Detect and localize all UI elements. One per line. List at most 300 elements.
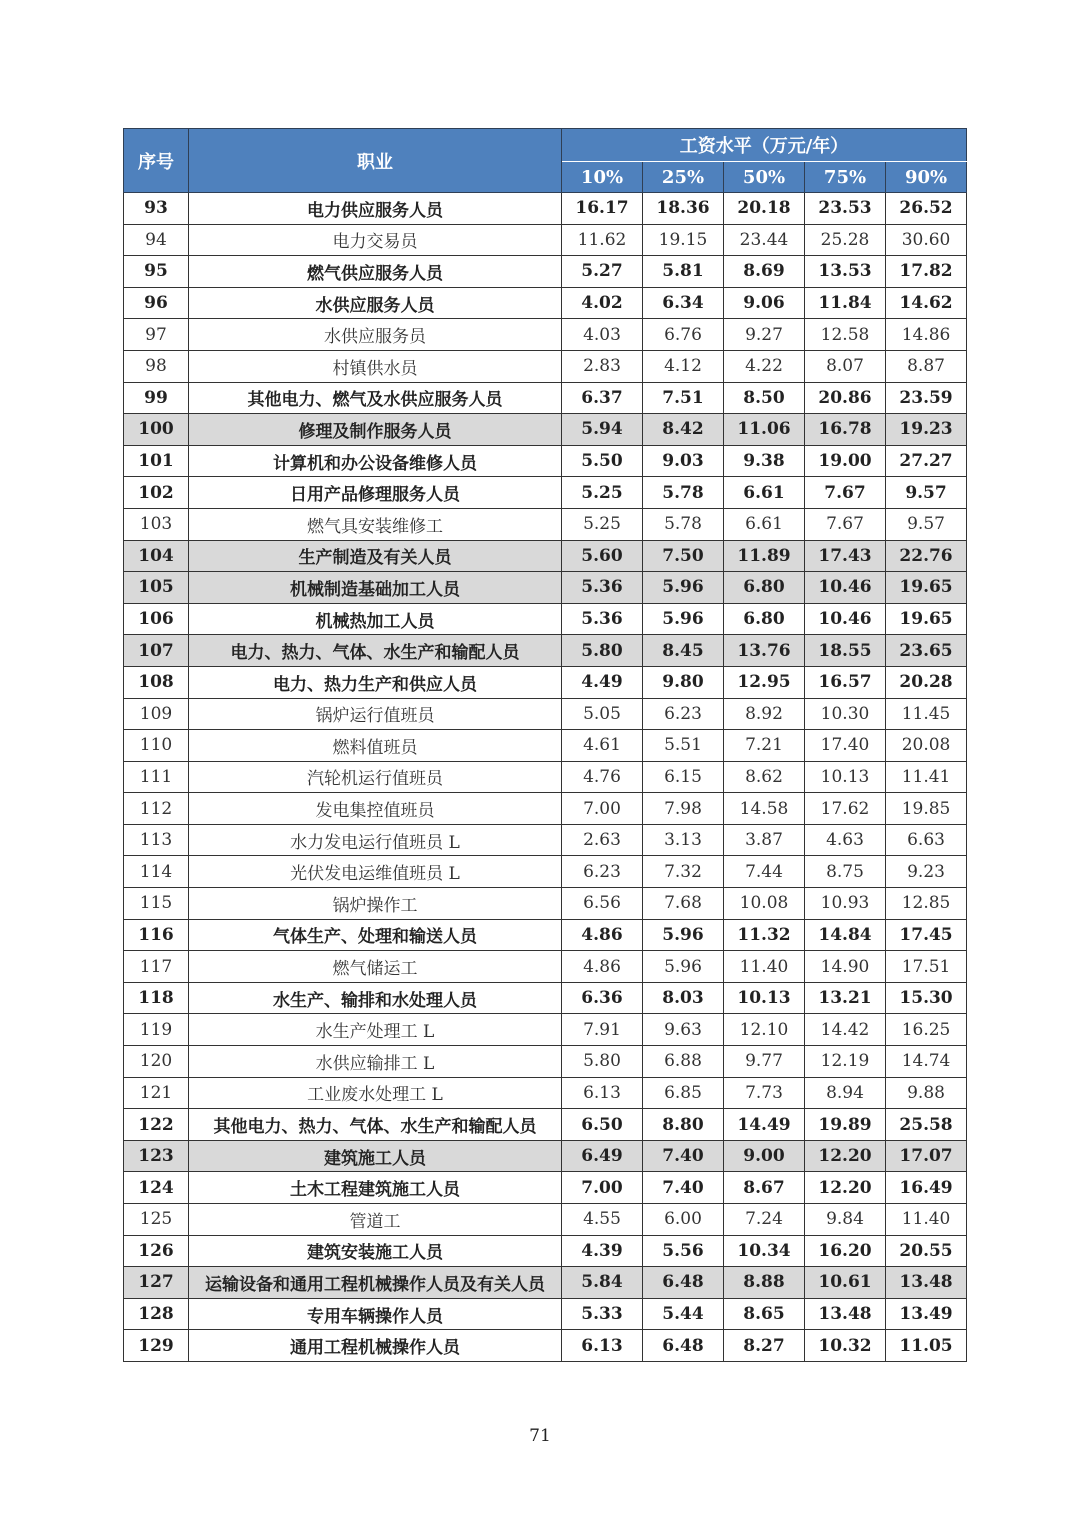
row-p50: 10.34: [724, 1235, 805, 1267]
row-p75: 25.28: [805, 224, 886, 256]
row-p25: 9.03: [643, 445, 724, 477]
row-number: 94: [124, 224, 189, 256]
table-row: [124, 635, 967, 667]
row-p90: 11.40: [886, 1204, 967, 1236]
row-p75: 10.30: [805, 698, 886, 730]
row-p10: 4.86: [562, 951, 643, 983]
row-p25: 7.50: [643, 540, 724, 572]
row-p75: 10.46: [805, 603, 886, 635]
row-p50: 10.13: [724, 982, 805, 1014]
row-occupation: 光伏发电运维值班员 L: [189, 856, 562, 888]
table-row: [124, 1235, 967, 1267]
row-p75: 14.42: [805, 1014, 886, 1046]
row-p25: 6.88: [643, 1046, 724, 1078]
row-p50: 10.08: [724, 888, 805, 920]
row-p50: 9.06: [724, 287, 805, 319]
row-occupation: 其他电力、燃气及水供应服务人员: [189, 382, 562, 414]
row-p90: 26.52: [886, 193, 967, 225]
table-row: [124, 603, 967, 635]
row-occupation: 其他电力、热力、气体、水生产和输配人员: [189, 1109, 562, 1141]
row-p50: 7.21: [724, 730, 805, 762]
row-number: 96: [124, 287, 189, 319]
table-row: [124, 1046, 967, 1078]
table-row: [124, 193, 967, 225]
row-number: 121: [124, 1077, 189, 1109]
table-row: [124, 761, 967, 793]
row-number: 97: [124, 319, 189, 351]
row-p50: 7.73: [724, 1077, 805, 1109]
row-occupation: 水生产、输排和水处理人员: [189, 982, 562, 1014]
row-number: 104: [124, 540, 189, 572]
row-p25: 7.32: [643, 856, 724, 888]
row-p75: 14.84: [805, 919, 886, 951]
row-occupation: 水供应服务人员: [189, 287, 562, 319]
table-row: [124, 1267, 967, 1299]
row-occupation: 水供应服务员: [189, 319, 562, 351]
table-row: [124, 1140, 967, 1172]
row-p10: 5.05: [562, 698, 643, 730]
row-occupation: 水供应输排工 L: [189, 1046, 562, 1078]
row-p90: 9.23: [886, 856, 967, 888]
row-p50: 12.95: [724, 666, 805, 698]
row-p25: 6.34: [643, 287, 724, 319]
row-p75: 17.62: [805, 793, 886, 825]
row-number: 112: [124, 793, 189, 825]
row-number: 118: [124, 982, 189, 1014]
row-occupation: 建筑施工人员: [189, 1140, 562, 1172]
table-row: [124, 1330, 967, 1362]
table-row: [124, 350, 967, 382]
row-occupation: 日用产品修理服务人员: [189, 477, 562, 509]
row-p75: 16.20: [805, 1235, 886, 1267]
row-p50: 8.88: [724, 1267, 805, 1299]
row-p10: 6.49: [562, 1140, 643, 1172]
row-occupation: 机械制造基础加工人员: [189, 572, 562, 604]
row-p50: 8.65: [724, 1298, 805, 1330]
row-p50: 6.80: [724, 603, 805, 635]
row-number: 122: [124, 1109, 189, 1141]
row-number: 107: [124, 635, 189, 667]
row-number: 113: [124, 824, 189, 856]
row-number: 117: [124, 951, 189, 983]
row-p10: 2.63: [562, 824, 643, 856]
row-p50: 6.80: [724, 572, 805, 604]
row-p10: 5.60: [562, 540, 643, 572]
row-p10: 5.27: [562, 256, 643, 288]
row-p25: 8.45: [643, 635, 724, 667]
header-wage: 工资水平（万元/年）: [562, 129, 967, 162]
row-p50: 11.32: [724, 919, 805, 951]
row-p10: 5.36: [562, 603, 643, 635]
row-p90: 25.58: [886, 1109, 967, 1141]
row-number: 120: [124, 1046, 189, 1078]
row-p90: 19.85: [886, 793, 967, 825]
row-occupation: 气体生产、处理和输送人员: [189, 919, 562, 951]
row-occupation: 电力供应服务人员: [189, 193, 562, 225]
table-row: [124, 572, 967, 604]
row-p10: 4.49: [562, 666, 643, 698]
table-row: [124, 666, 967, 698]
row-p90: 13.49: [886, 1298, 967, 1330]
row-number: 103: [124, 508, 189, 540]
table-row: [124, 540, 967, 572]
row-p75: 7.67: [805, 508, 886, 540]
row-p75: 19.89: [805, 1109, 886, 1141]
row-p50: 3.87: [724, 824, 805, 856]
row-occupation: 通用工程机械操作人员: [189, 1330, 562, 1362]
row-p90: 15.30: [886, 982, 967, 1014]
row-occupation: 电力交易员: [189, 224, 562, 256]
row-occupation: 机械热加工人员: [189, 603, 562, 635]
row-p90: 19.65: [886, 603, 967, 635]
row-p10: 6.50: [562, 1109, 643, 1141]
table-body: [124, 193, 967, 1362]
header-p75: 75%: [805, 162, 886, 193]
row-occupation: 土木工程建筑施工人员: [189, 1172, 562, 1204]
table-row: [124, 382, 967, 414]
row-occupation: 生产制造及有关人员: [189, 540, 562, 572]
row-number: 95: [124, 256, 189, 288]
row-p25: 9.80: [643, 666, 724, 698]
row-p75: 10.46: [805, 572, 886, 604]
table-row: [124, 1109, 967, 1141]
row-p90: 17.45: [886, 919, 967, 951]
row-occupation: 锅炉运行值班员: [189, 698, 562, 730]
table-row: [124, 919, 967, 951]
table-row: [124, 982, 967, 1014]
row-p10: 16.17: [562, 193, 643, 225]
row-p75: 14.90: [805, 951, 886, 983]
row-p90: 16.25: [886, 1014, 967, 1046]
row-p75: 9.84: [805, 1204, 886, 1236]
table-row: [124, 445, 967, 477]
row-p90: 23.59: [886, 382, 967, 414]
table-row: [124, 287, 967, 319]
row-number: 105: [124, 572, 189, 604]
row-p10: 2.83: [562, 350, 643, 382]
row-p50: 14.58: [724, 793, 805, 825]
row-p75: 17.40: [805, 730, 886, 762]
row-number: 119: [124, 1014, 189, 1046]
row-p10: 5.84: [562, 1267, 643, 1299]
row-p90: 17.07: [886, 1140, 967, 1172]
row-p50: 9.38: [724, 445, 805, 477]
row-p50: 9.27: [724, 319, 805, 351]
row-p10: 6.13: [562, 1077, 643, 1109]
header-p50: 50%: [724, 162, 805, 193]
row-p10: 7.00: [562, 1172, 643, 1204]
table-row: [124, 508, 967, 540]
row-p75: 13.53: [805, 256, 886, 288]
wage-table: [123, 128, 967, 1362]
row-p10: 4.03: [562, 319, 643, 351]
row-p75: 12.19: [805, 1046, 886, 1078]
header-p25: 25%: [643, 162, 724, 193]
table-header: [124, 129, 967, 193]
table-row: [124, 1077, 967, 1109]
row-p90: 20.28: [886, 666, 967, 698]
row-p25: 8.42: [643, 414, 724, 446]
row-p75: 10.13: [805, 761, 886, 793]
row-occupation: 燃气储运工: [189, 951, 562, 983]
row-p90: 9.57: [886, 508, 967, 540]
table-row: [124, 1014, 967, 1046]
row-occupation: 运输设备和通用工程机械操作人员及有关人员: [189, 1267, 562, 1299]
row-occupation: 燃料值班员: [189, 730, 562, 762]
row-p75: 8.94: [805, 1077, 886, 1109]
table-row: [124, 256, 967, 288]
table-row: [124, 730, 967, 762]
row-p75: 12.20: [805, 1172, 886, 1204]
row-p75: 10.32: [805, 1330, 886, 1362]
row-p10: 4.86: [562, 919, 643, 951]
row-p25: 6.23: [643, 698, 724, 730]
row-p90: 14.74: [886, 1046, 967, 1078]
row-p75: 17.43: [805, 540, 886, 572]
row-p25: 7.40: [643, 1140, 724, 1172]
row-p75: 18.55: [805, 635, 886, 667]
row-p25: 6.00: [643, 1204, 724, 1236]
row-number: 101: [124, 445, 189, 477]
row-p10: 5.36: [562, 572, 643, 604]
row-p90: 9.88: [886, 1077, 967, 1109]
row-p25: 7.51: [643, 382, 724, 414]
row-p75: 13.21: [805, 982, 886, 1014]
row-number: 114: [124, 856, 189, 888]
row-p50: 11.89: [724, 540, 805, 572]
row-p90: 14.62: [886, 287, 967, 319]
row-occupation: 汽轮机运行值班员: [189, 761, 562, 793]
row-p25: 18.36: [643, 193, 724, 225]
row-p25: 5.78: [643, 508, 724, 540]
row-p10: 7.91: [562, 1014, 643, 1046]
row-p10: 5.80: [562, 635, 643, 667]
row-p25: 8.80: [643, 1109, 724, 1141]
row-p10: 6.37: [562, 382, 643, 414]
row-p25: 5.96: [643, 951, 724, 983]
row-p50: 20.18: [724, 193, 805, 225]
row-p25: 3.13: [643, 824, 724, 856]
table-row: [124, 888, 967, 920]
row-p50: 13.76: [724, 635, 805, 667]
row-p10: 5.25: [562, 477, 643, 509]
row-p50: 11.40: [724, 951, 805, 983]
row-number: 129: [124, 1330, 189, 1362]
row-number: 108: [124, 666, 189, 698]
row-p50: 9.77: [724, 1046, 805, 1078]
row-p25: 5.96: [643, 603, 724, 635]
row-occupation: 建筑安装施工人员: [189, 1235, 562, 1267]
header-p10: 10%: [562, 162, 643, 193]
row-p75: 10.61: [805, 1267, 886, 1299]
header-p90: 90%: [886, 162, 967, 193]
table-row: [124, 414, 967, 446]
row-p90: 30.60: [886, 224, 967, 256]
row-p90: 22.76: [886, 540, 967, 572]
row-number: 100: [124, 414, 189, 446]
row-p90: 11.05: [886, 1330, 967, 1362]
row-p75: 23.53: [805, 193, 886, 225]
row-p75: 12.58: [805, 319, 886, 351]
row-p50: 14.49: [724, 1109, 805, 1141]
row-p90: 9.57: [886, 477, 967, 509]
row-p90: 27.27: [886, 445, 967, 477]
row-p90: 20.08: [886, 730, 967, 762]
table-row: [124, 856, 967, 888]
row-p10: 5.25: [562, 508, 643, 540]
header-no: 序号: [124, 129, 189, 193]
row-p90: 17.82: [886, 256, 967, 288]
row-number: 128: [124, 1298, 189, 1330]
row-p75: 4.63: [805, 824, 886, 856]
row-p25: 5.96: [643, 919, 724, 951]
row-number: 106: [124, 603, 189, 635]
row-p10: 4.55: [562, 1204, 643, 1236]
table-row: [124, 319, 967, 351]
row-p90: 6.63: [886, 824, 967, 856]
row-p75: 8.07: [805, 350, 886, 382]
row-p50: 6.61: [724, 477, 805, 509]
row-p50: 8.67: [724, 1172, 805, 1204]
row-occupation: 发电集控值班员: [189, 793, 562, 825]
row-p50: 7.44: [724, 856, 805, 888]
row-p75: 7.67: [805, 477, 886, 509]
row-occupation: 锅炉操作工: [189, 888, 562, 920]
row-p75: 13.48: [805, 1298, 886, 1330]
row-p10: 7.00: [562, 793, 643, 825]
row-p25: 6.15: [643, 761, 724, 793]
row-p10: 6.56: [562, 888, 643, 920]
row-p50: 7.24: [724, 1204, 805, 1236]
row-p90: 14.86: [886, 319, 967, 351]
row-p75: 10.93: [805, 888, 886, 920]
row-p25: 4.12: [643, 350, 724, 382]
row-p25: 6.48: [643, 1267, 724, 1299]
row-number: 98: [124, 350, 189, 382]
table-row: [124, 477, 967, 509]
row-occupation: 村镇供水员: [189, 350, 562, 382]
row-p90: 19.65: [886, 572, 967, 604]
row-p50: 8.92: [724, 698, 805, 730]
row-number: 126: [124, 1235, 189, 1267]
row-p90: 23.65: [886, 635, 967, 667]
header-job: 职业: [189, 129, 562, 193]
row-p25: 5.51: [643, 730, 724, 762]
table-row: [124, 1204, 967, 1236]
row-p90: 13.48: [886, 1267, 967, 1299]
row-p10: 4.02: [562, 287, 643, 319]
row-number: 124: [124, 1172, 189, 1204]
row-p10: 6.36: [562, 982, 643, 1014]
row-p25: 5.96: [643, 572, 724, 604]
row-p25: 6.76: [643, 319, 724, 351]
row-p25: 5.44: [643, 1298, 724, 1330]
row-p90: 16.49: [886, 1172, 967, 1204]
row-number: 111: [124, 761, 189, 793]
row-p75: 16.57: [805, 666, 886, 698]
row-number: 93: [124, 193, 189, 225]
table-row: [124, 698, 967, 730]
row-p90: 11.45: [886, 698, 967, 730]
row-number: 99: [124, 382, 189, 414]
row-p10: 5.94: [562, 414, 643, 446]
row-occupation: 修理及制作服务人员: [189, 414, 562, 446]
row-occupation: 计算机和办公设备维修人员: [189, 445, 562, 477]
row-p25: 7.40: [643, 1172, 724, 1204]
row-p50: 8.50: [724, 382, 805, 414]
row-p90: 17.51: [886, 951, 967, 983]
row-p25: 6.85: [643, 1077, 724, 1109]
row-occupation: 燃气供应服务人员: [189, 256, 562, 288]
row-p50: 8.62: [724, 761, 805, 793]
row-p90: 20.55: [886, 1235, 967, 1267]
row-p25: 9.63: [643, 1014, 724, 1046]
row-p25: 7.68: [643, 888, 724, 920]
row-p10: 6.23: [562, 856, 643, 888]
row-occupation: 电力、热力生产和供应人员: [189, 666, 562, 698]
row-occupation: 管道工: [189, 1204, 562, 1236]
row-occupation: 水力发电运行值班员 L: [189, 824, 562, 856]
row-occupation: 专用车辆操作人员: [189, 1298, 562, 1330]
row-number: 109: [124, 698, 189, 730]
table-row: [124, 824, 967, 856]
row-p25: 19.15: [643, 224, 724, 256]
page-number: 71: [529, 1426, 551, 1446]
row-occupation: 工业废水处理工 L: [189, 1077, 562, 1109]
row-p50: 8.27: [724, 1330, 805, 1362]
row-p50: 4.22: [724, 350, 805, 382]
row-p10: 6.13: [562, 1330, 643, 1362]
row-p75: 11.84: [805, 287, 886, 319]
row-number: 102: [124, 477, 189, 509]
row-p50: 8.69: [724, 256, 805, 288]
row-occupation: 电力、热力、气体、水生产和输配人员: [189, 635, 562, 667]
row-number: 110: [124, 730, 189, 762]
row-p90: 11.41: [886, 761, 967, 793]
row-p90: 12.85: [886, 888, 967, 920]
row-number: 116: [124, 919, 189, 951]
row-p75: 20.86: [805, 382, 886, 414]
row-number: 115: [124, 888, 189, 920]
row-number: 127: [124, 1267, 189, 1299]
row-p10: 5.50: [562, 445, 643, 477]
row-p25: 5.81: [643, 256, 724, 288]
row-p50: 23.44: [724, 224, 805, 256]
table-row: [124, 793, 967, 825]
row-number: 125: [124, 1204, 189, 1236]
row-p50: 6.61: [724, 508, 805, 540]
row-p10: 5.33: [562, 1298, 643, 1330]
row-occupation: 燃气具安装维修工: [189, 508, 562, 540]
row-occupation: 水生产处理工 L: [189, 1014, 562, 1046]
table-row: [124, 224, 967, 256]
row-p10: 4.39: [562, 1235, 643, 1267]
row-p10: 4.76: [562, 761, 643, 793]
row-p75: 12.20: [805, 1140, 886, 1172]
row-p10: 4.61: [562, 730, 643, 762]
row-p90: 19.23: [886, 414, 967, 446]
row-p50: 12.10: [724, 1014, 805, 1046]
row-p75: 19.00: [805, 445, 886, 477]
row-number: 123: [124, 1140, 189, 1172]
row-p25: 5.78: [643, 477, 724, 509]
row-p25: 6.48: [643, 1330, 724, 1362]
row-p25: 7.98: [643, 793, 724, 825]
row-p75: 16.78: [805, 414, 886, 446]
row-p75: 8.75: [805, 856, 886, 888]
row-p10: 5.80: [562, 1046, 643, 1078]
row-p90: 8.87: [886, 350, 967, 382]
